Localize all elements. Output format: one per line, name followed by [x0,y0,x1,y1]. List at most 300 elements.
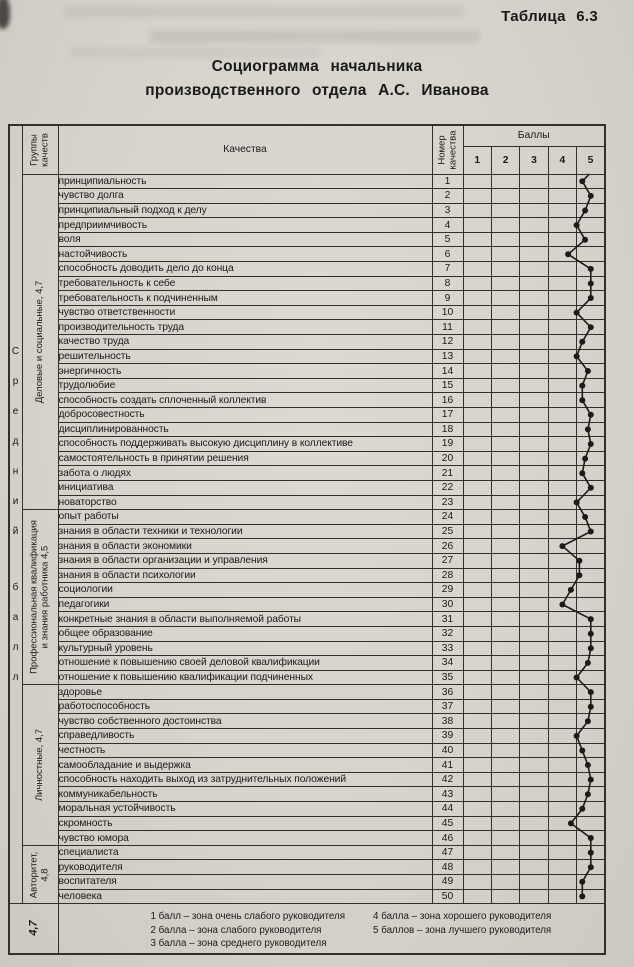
score-cell [520,422,548,437]
quality-number: 13 [432,349,463,364]
quality-label: производительность труда [58,320,432,335]
score-cell [577,408,605,423]
quality-number: 47 [432,845,463,860]
score-cell [463,597,491,612]
quality-number: 44 [432,802,463,817]
score-cell [520,743,548,758]
score-cell [491,539,519,554]
score-cell [548,714,576,729]
score-cell [577,772,605,787]
score-cell [463,875,491,890]
table-row [9,349,605,364]
score-cell [520,393,548,408]
table-row [9,189,605,204]
quality-number: 6 [432,247,463,262]
table-row [9,699,605,714]
score-tick-1: 1 [463,146,491,174]
score-cell [548,816,576,831]
score-cell [520,568,548,583]
quality-number: 22 [432,480,463,495]
group-label-line: Деловые и социальные, 4,7 [33,280,45,404]
legend-row [9,904,605,954]
score-cell [491,714,519,729]
quality-number: 28 [432,568,463,583]
score-cell [491,364,519,379]
score-cell [577,568,605,583]
qualities-column-header: Качества [58,125,432,174]
quality-label: воля [58,232,432,247]
score-cell [463,466,491,481]
score-cell [520,802,548,817]
score-cell [463,816,491,831]
group-label [30,520,51,674]
score-cell [520,203,548,218]
quality-label: опыт работы [58,510,432,525]
score-cell [577,262,605,277]
table-row [9,626,605,641]
score-cell [548,174,576,189]
score-cell [577,276,605,291]
score-cell [491,553,519,568]
quality-label: чувство ответственности [58,305,432,320]
score-cell [491,262,519,277]
table-row [9,232,605,247]
table-row [9,393,605,408]
score-cell [520,656,548,671]
quality-label: новаторство [58,495,432,510]
table-row [9,816,605,831]
score-cell [520,247,548,262]
score-cell [520,875,548,890]
quality-label: самостоятельность в принятии решения [58,451,432,466]
score-cell [548,612,576,627]
score-cell [491,437,519,452]
score-tick-4: 4 [548,146,576,174]
quality-number: 43 [432,787,463,802]
score-cell [491,320,519,335]
score-cell [491,889,519,904]
score-cell [463,393,491,408]
quality-label: культурный уровень [58,641,432,656]
score-cell [491,685,519,700]
group-label [35,281,46,404]
table-row [9,510,605,525]
score-cell [491,495,519,510]
score-cell [548,189,576,204]
score-cell [577,174,605,189]
quality-label: способность поддерживать высокую дисциплину в коллективе [58,437,432,452]
score-cell [548,305,576,320]
score-cell [491,174,519,189]
score-cell [548,320,576,335]
score-cell [577,466,605,481]
score-cell [463,189,491,204]
score-cell [577,495,605,510]
score-cell [491,641,519,656]
table-row [9,335,605,350]
legend-item: 5 баллов – зона лучшего руководителя [373,924,552,936]
score-cell [463,845,491,860]
score-cell [577,670,605,685]
quality-number: 8 [432,276,463,291]
score-cell [463,743,491,758]
table-row [9,583,605,598]
score-cell [463,802,491,817]
legend-right-column [373,910,551,937]
score-cell [520,349,548,364]
table-row [9,597,605,612]
quality-number: 39 [432,729,463,744]
score-cell [577,378,605,393]
quality-number: 25 [432,524,463,539]
score-cell [491,349,519,364]
score-cell [548,451,576,466]
score-cell [463,524,491,539]
quality-label: принципиальность [58,174,432,189]
score-cell [577,656,605,671]
score-cell [491,743,519,758]
number-column-header [432,125,463,174]
score-cell [491,845,519,860]
score-cell [463,364,491,379]
groups-header-line: Группы [28,133,40,166]
score-cell [577,335,605,350]
score-cell [577,218,605,233]
score-cell [491,568,519,583]
score-cell [577,714,605,729]
score-cell [491,291,519,306]
score-cell [491,408,519,423]
score-cell [520,831,548,846]
quality-number: 5 [432,232,463,247]
quality-number: 31 [432,612,463,627]
quality-number: 38 [432,714,463,729]
score-cell [491,276,519,291]
score-cell [491,612,519,627]
score-cell [463,276,491,291]
score-cell [548,539,576,554]
score-cell [577,626,605,641]
score-cell [463,510,491,525]
score-cell [548,670,576,685]
score-cell [548,466,576,481]
quality-number: 29 [432,583,463,598]
table-row [9,524,605,539]
group-label-line: Личностные, 4,7 [33,729,45,802]
table-row [9,612,605,627]
score-cell [548,276,576,291]
vertical-letter: б [12,581,19,593]
score-cell [548,364,576,379]
table-row [9,860,605,875]
vertical-letter: л [12,641,19,653]
quality-label: настойчивость [58,247,432,262]
table-row [9,831,605,846]
quality-number: 30 [432,597,463,612]
average-score-vertical-label [10,347,22,683]
score-cell [577,889,605,904]
score-cell [548,510,576,525]
quality-label: способность находить выход из затруднительных положений [58,772,432,787]
quality-number: 49 [432,875,463,890]
quality-label: знания в области психологии [58,568,432,583]
quality-number: 27 [432,553,463,568]
score-cell [463,656,491,671]
score-cell [577,641,605,656]
quality-number: 21 [432,466,463,481]
legend-item: 2 балла – зона слабого руководителя [150,924,322,936]
score-cell [548,393,576,408]
score-cell [520,232,548,247]
score-cell [463,320,491,335]
score-cell [520,218,548,233]
score-cell [520,320,548,335]
quality-label: знания в области экономики [58,539,432,554]
score-cell [463,408,491,423]
score-cell [577,364,605,379]
score-cell [463,758,491,773]
score-cell [577,393,605,408]
score-cell [463,218,491,233]
score-cell [548,831,576,846]
quality-number: 24 [432,510,463,525]
table-row [9,787,605,802]
score-cell [463,553,491,568]
score-cell [520,583,548,598]
score-cell [463,860,491,875]
score-cell [463,291,491,306]
score-cell [548,349,576,364]
table-row [9,203,605,218]
scan-artifact [150,30,480,43]
quality-number: 45 [432,816,463,831]
table-row [9,729,605,744]
score-cell [463,626,491,641]
score-cell [520,262,548,277]
score-cell [577,758,605,773]
score-cell [491,875,519,890]
score-cell [491,583,519,598]
vertical-letter: а [12,611,19,623]
quality-number: 37 [432,699,463,714]
score-cell [548,685,576,700]
score-cell [491,772,519,787]
total-average-value: 4,7 [27,920,40,937]
score-cell [548,232,576,247]
score-cell [577,451,605,466]
quality-label: дисциплинированность [58,422,432,437]
score-cell [520,641,548,656]
quality-label: коммуникабельность [58,787,432,802]
quality-number: 41 [432,758,463,773]
quality-number: 3 [432,203,463,218]
quality-number: 17 [432,408,463,423]
score-cell [548,378,576,393]
score-cell [463,203,491,218]
quality-number: 19 [432,437,463,452]
table-row [9,218,605,233]
score-cell [577,437,605,452]
legend-left-column [151,910,346,951]
quality-label: самообладание и выдержка [58,758,432,773]
score-cell [520,305,548,320]
score-cell [577,320,605,335]
quality-number: 2 [432,189,463,204]
quality-label: отношение к повышению квалификации подчиненных [58,670,432,685]
quality-number: 46 [432,831,463,846]
score-cell [491,729,519,744]
score-cell [577,305,605,320]
score-cell [577,247,605,262]
quality-label: здоровье [58,685,432,700]
score-cell [463,232,491,247]
score-cell [463,422,491,437]
score-cell [577,583,605,598]
score-cell [491,232,519,247]
score-cell [491,218,519,233]
quality-number: 32 [432,626,463,641]
table-row [9,802,605,817]
table-row [9,408,605,423]
score-cell [463,539,491,554]
score-cell [491,597,519,612]
quality-label: знания в области организации и управления [58,553,432,568]
table-row [9,539,605,554]
table-row [9,364,605,379]
group-label [35,729,46,801]
score-cell [491,831,519,846]
score-cell [548,699,576,714]
score-cell [577,189,605,204]
score-tick-2: 2 [491,146,519,174]
score-cell [577,729,605,744]
score-cell [463,714,491,729]
score-cell [463,451,491,466]
score-cell [520,889,548,904]
number-header-line: качества [446,130,458,170]
quality-label: педагогики [58,597,432,612]
score-cell [463,247,491,262]
score-cell [520,364,548,379]
group-label-line: 4,8 [39,867,50,882]
quality-number: 42 [432,772,463,787]
quality-label: предприимчивость [58,218,432,233]
score-cell [548,291,576,306]
table-row [9,262,605,277]
quality-label: отношение к повышению своей деловой квалификации [58,656,432,671]
number-header-line: Номер [436,135,447,165]
quality-number: 35 [432,670,463,685]
score-cell [577,612,605,627]
table-row [9,758,605,773]
score-cell [577,787,605,802]
score-cell [491,189,519,204]
quality-label: требовательность к подчиненным [58,291,432,306]
score-cell [491,656,519,671]
score-cell [520,510,548,525]
score-cell [577,831,605,846]
score-cell [520,860,548,875]
score-cell [463,612,491,627]
vertical-letter: л [12,671,19,683]
score-cell [491,305,519,320]
quality-label: скромность [58,816,432,831]
scan-artifact [64,6,464,17]
table-row [9,670,605,685]
score-cell [577,510,605,525]
score-cell [548,480,576,495]
score-cell [463,699,491,714]
sociogram-table [8,124,606,955]
table-row [9,174,605,189]
quality-number: 48 [432,860,463,875]
table-row [9,291,605,306]
quality-label: решительность [58,349,432,364]
score-cell [463,787,491,802]
title-line-2: производственного отдела А.С. Иванова [145,82,489,99]
page-title [30,55,604,103]
quality-label: забота о людях [58,466,432,481]
score-cell [520,597,548,612]
quality-number: 9 [432,291,463,306]
table-row [9,875,605,890]
score-cell [548,495,576,510]
score-cell [577,816,605,831]
score-cell [577,685,605,700]
score-cell [548,583,576,598]
score-cell [491,524,519,539]
score-cell [463,685,491,700]
score-cell [520,524,548,539]
quality-label: чувство собственного достоинства [58,714,432,729]
score-cell [491,393,519,408]
score-cell [491,422,519,437]
quality-label: человека [58,889,432,904]
score-cell [463,349,491,364]
score-cell [577,875,605,890]
table-row [9,568,605,583]
quality-label: способность создать сплоченный коллектив [58,393,432,408]
table-row [9,714,605,729]
table-row [9,553,605,568]
score-cell [577,480,605,495]
score-cell [548,626,576,641]
score-cell [491,480,519,495]
quality-label: энергичность [58,364,432,379]
score-cell [491,626,519,641]
quality-label: качество труда [58,335,432,350]
vertical-letter: р [12,375,19,387]
legend-item: 3 балла – зона среднего руководителя [150,938,327,950]
quality-label: чувство юмора [58,831,432,846]
vertical-letter: е [12,405,19,417]
quality-number: 36 [432,685,463,700]
score-cell [548,802,576,817]
score-cell [548,247,576,262]
title-line-1: Социограмма начальника [211,58,423,75]
score-cell [491,247,519,262]
quality-number: 33 [432,641,463,656]
legend-item: 1 балл – зона очень слабого руководителя [150,911,346,923]
table-row [9,320,605,335]
score-cell [491,670,519,685]
group-label-line: и знания работника 4,5 [39,545,50,649]
quality-label: моральная устойчивость [58,802,432,817]
score-cell [548,860,576,875]
table-row [9,641,605,656]
score-cell [577,524,605,539]
score-cell [577,860,605,875]
